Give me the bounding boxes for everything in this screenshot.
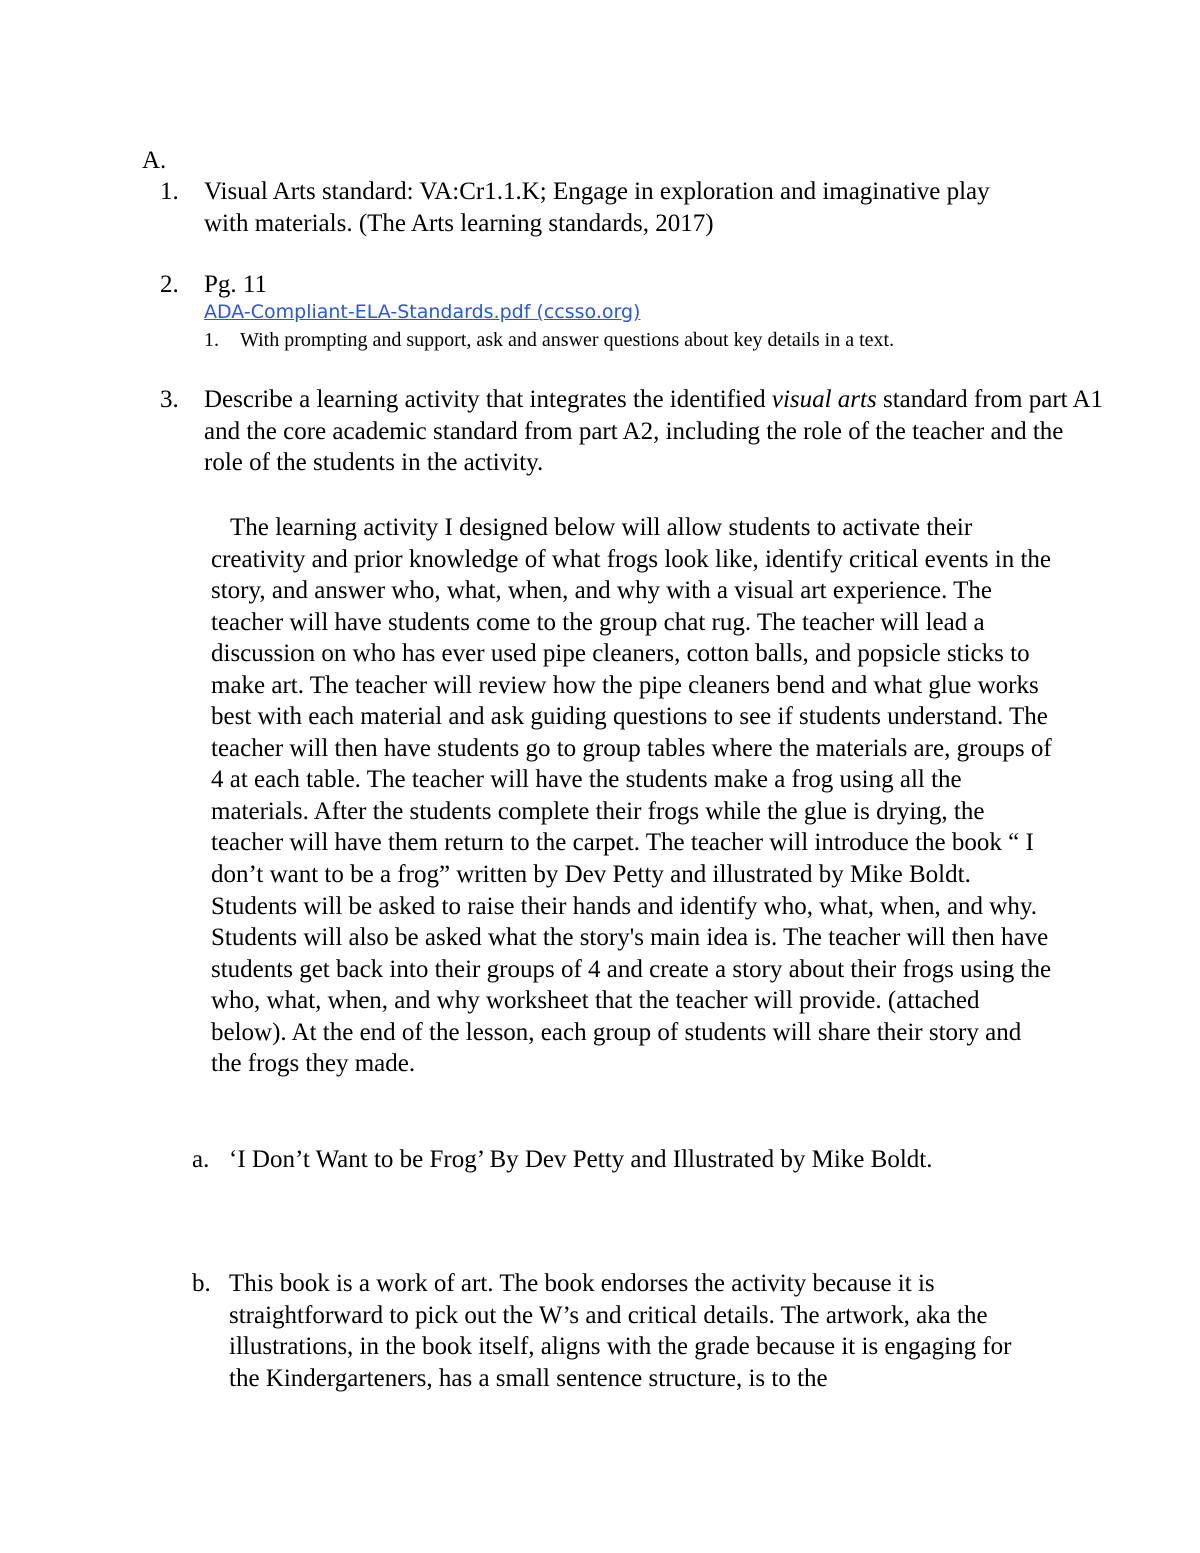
visual-arts-standard-text: Visual Arts standard: VA:Cr1.1.K; Engage in exploration and imaginative play with materials. (The Arts learning standards, 2017) xyxy=(204,178,990,237)
sub-list-number: 1. xyxy=(204,329,219,351)
book-citation: ‘I Don’t Want to be Frog’ By Dev Petty and Illustrated by Mike Boldt. xyxy=(229,1146,933,1173)
list-number: 1. xyxy=(160,178,179,205)
section-heading: A. xyxy=(142,147,167,174)
list-number: 2. xyxy=(160,271,179,298)
prompt-italic-text: visual arts xyxy=(771,386,877,413)
item-letter: b. xyxy=(192,1270,211,1297)
list-number: 3. xyxy=(160,386,179,413)
prompt-text-end: standard from part A1 and the core academic standard from part A2, including the role of the teacher and the role of the students in the activity. xyxy=(204,386,1104,476)
activity-prompt xyxy=(204,384,1104,479)
prompt-text-start: Describe a learning activity that integrates the identified xyxy=(204,386,772,413)
page-reference: Pg. 11 xyxy=(204,271,267,298)
ela-standard-text: With prompting and support, ask and answer questions about key details in a text. xyxy=(240,329,895,351)
activity-description-text: The learning activity I designed below will allow students to activate their creativity and prior knowledge of what frogs look like, identify critical events in the story, and answer who, what, when, and why with a visual art experience. The teacher will have students come to the group chat rug. The teacher will lead a discussion on who has ever used pipe cleaners, cotton balls, and popsicle sticks to make art. The teacher will review how the pipe cleaners bend and what glue works best with each material and ask guiding questions to see if students understand. The teacher will then have students go to group tables where the materials are, groups of 4 at each table. The teacher will have the students make a frog using all the materials. After the students complete their frogs while the glue is drying, the teacher will have them return to the carpet. The teacher will introduce the book “ I don’t want to be a frog” written by Dev Petty and illustrated by Mike Boldt. Students will be asked to raise their hands and identify who, what, when, and why. Students will also be asked what the story's main idea is. The teacher will then have students get back into their groups of 4 and create a story about their frogs using the who, what, when, and why worksheet that the teacher will provide. (attached below). At the end of the lesson, each group of students will share their story and the frogs they made. xyxy=(211,514,1052,1078)
ela-standards-link[interactable]: ADA-Compliant-ELA-Standards.pdf (ccsso.org) xyxy=(204,301,641,323)
sub-list-item xyxy=(204,327,894,353)
item-letter: a. xyxy=(192,1146,210,1173)
activity-description-paragraph xyxy=(211,512,1056,1080)
book-justification: This book is a work of art. The book endorses the activity because it is straightforward to pick out the W’s and critical details. The artwork, aka the illustrations, in the book itself, aligns with the grade because it is engaging for the Kindergarteners, has a small sentence structure, is to the xyxy=(229,1270,1012,1392)
